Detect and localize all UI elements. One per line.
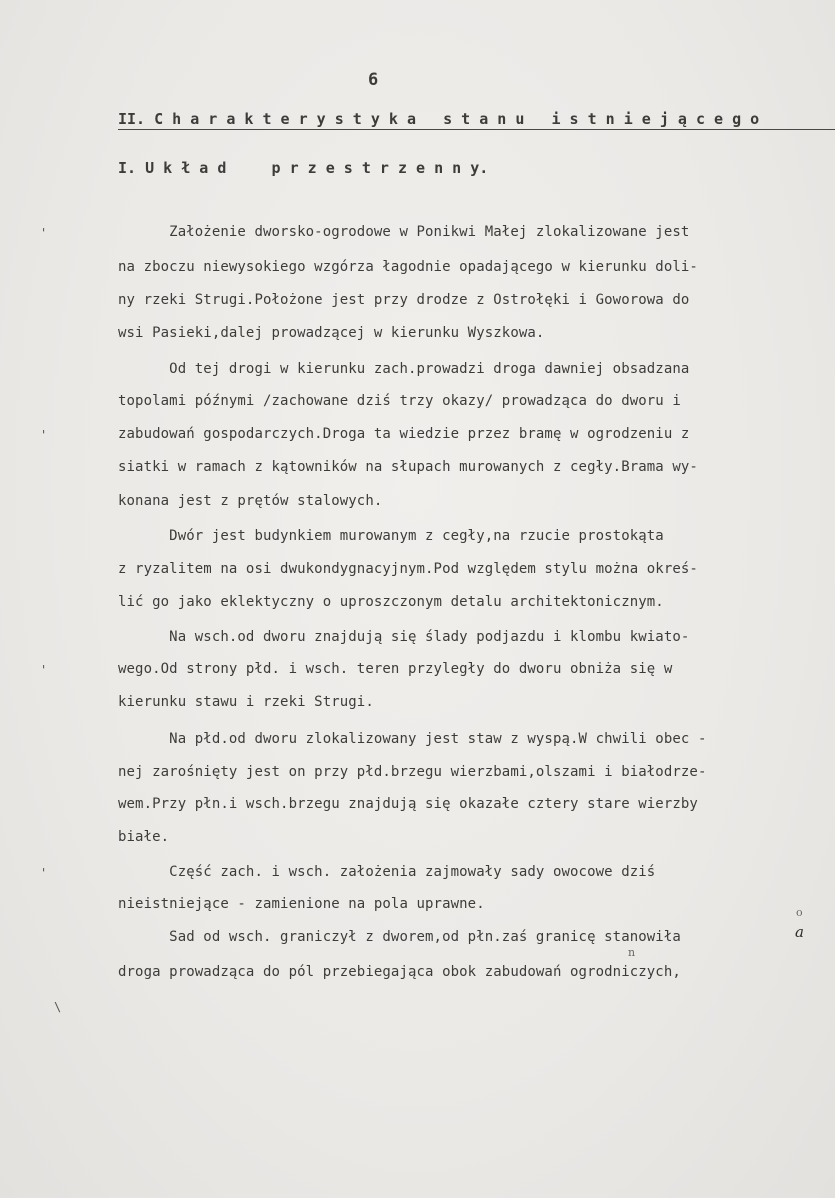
text-line: Część zach. i wsch. założenia zajmowały sady owocowe dziś	[118, 864, 656, 880]
text-line: konana jest z prętów stalowych.	[118, 493, 383, 509]
text-line: Na płd.od dworu zlokalizowany jest staw z wyspą.W chwili obec -	[118, 731, 707, 747]
text-line: topolami późnymi /zachowane dziś trzy okazy/ prowadząca do dworu i	[118, 393, 681, 409]
text-line: wego.Od strony płd. i wsch. teren przyległy do dworu obniża się w	[118, 661, 673, 677]
text-line: nej zarośnięty jest on przy płd.brzegu wierzbami,olszami i białodrze-	[118, 764, 707, 780]
handwritten-correction: n	[628, 946, 636, 959]
text-line: na zboczu niewysokiego wzgórza łagodnie opadającego w kierunku doli-	[118, 259, 698, 275]
text-line: białe.	[118, 829, 170, 845]
margin-mark: '	[40, 866, 48, 880]
section-heading: II. C h a r a k t e r y s t y k a s t a n u i s t n i e j ą c e g o	[118, 110, 835, 130]
text-line: siatki w ramach z kątowników na słupach murowanych z cegły.Brama wy-	[118, 459, 698, 475]
text-line: kierunku stawu i rzeki Strugi.	[118, 694, 374, 710]
subsection-heading: I. U k ł a d p r z e s t r z e n n y.	[118, 159, 489, 177]
page-number: 6	[368, 70, 379, 90]
text-line: z ryzalitem na osi dwukondygnacyjnym.Pod względem stylu można okreś-	[118, 561, 698, 577]
text-line: droga prowadząca do pól przebiegająca obok zabudowań ogrodniczych,	[118, 964, 681, 980]
text-line: Dwór jest budynkiem murowanym z cegły,na rzucie prostokąta	[118, 528, 664, 544]
margin-mark: '	[40, 663, 48, 677]
text-line: ny rzeki Strugi.Położone jest przy drodze z Ostrołęki i Goworowa do	[118, 292, 690, 308]
text-line: wem.Przy płn.i wsch.brzegu znajdują się okazałe cztery stare wierzby	[118, 796, 698, 812]
handwritten-correction: a	[795, 923, 804, 941]
margin-mark: '	[40, 428, 48, 442]
text-line: Od tej drogi w kierunku zach.prowadzi droga dawniej obsadzana	[118, 361, 690, 377]
margin-mark: \	[54, 1000, 62, 1014]
text-line: Założenie dworsko-ogrodowe w Ponikwi Małej zlokalizowane jest	[118, 224, 690, 240]
text-line: nieistniejące - zamienione na pola uprawne.	[118, 896, 485, 912]
text-line: zabudowań gospodarczych.Droga ta wiedzie przez bramę w ogrodzeniu z	[118, 426, 690, 442]
text-line: wsi Pasieki,dalej prowadzącej w kierunku Wyszkowa.	[118, 325, 545, 341]
handwritten-correction: o	[796, 906, 803, 919]
text-line: lić go jako eklektyczny o uproszczonym detalu architektonicznym.	[118, 594, 664, 610]
text-line: Sad od wsch. graniczył z dworem,od płn.zaś granicę stanowiła	[118, 929, 681, 945]
margin-mark: '	[40, 226, 48, 240]
text-line: Na wsch.od dworu znajdują się ślady podjazdu i klombu kwiato-	[118, 629, 690, 645]
